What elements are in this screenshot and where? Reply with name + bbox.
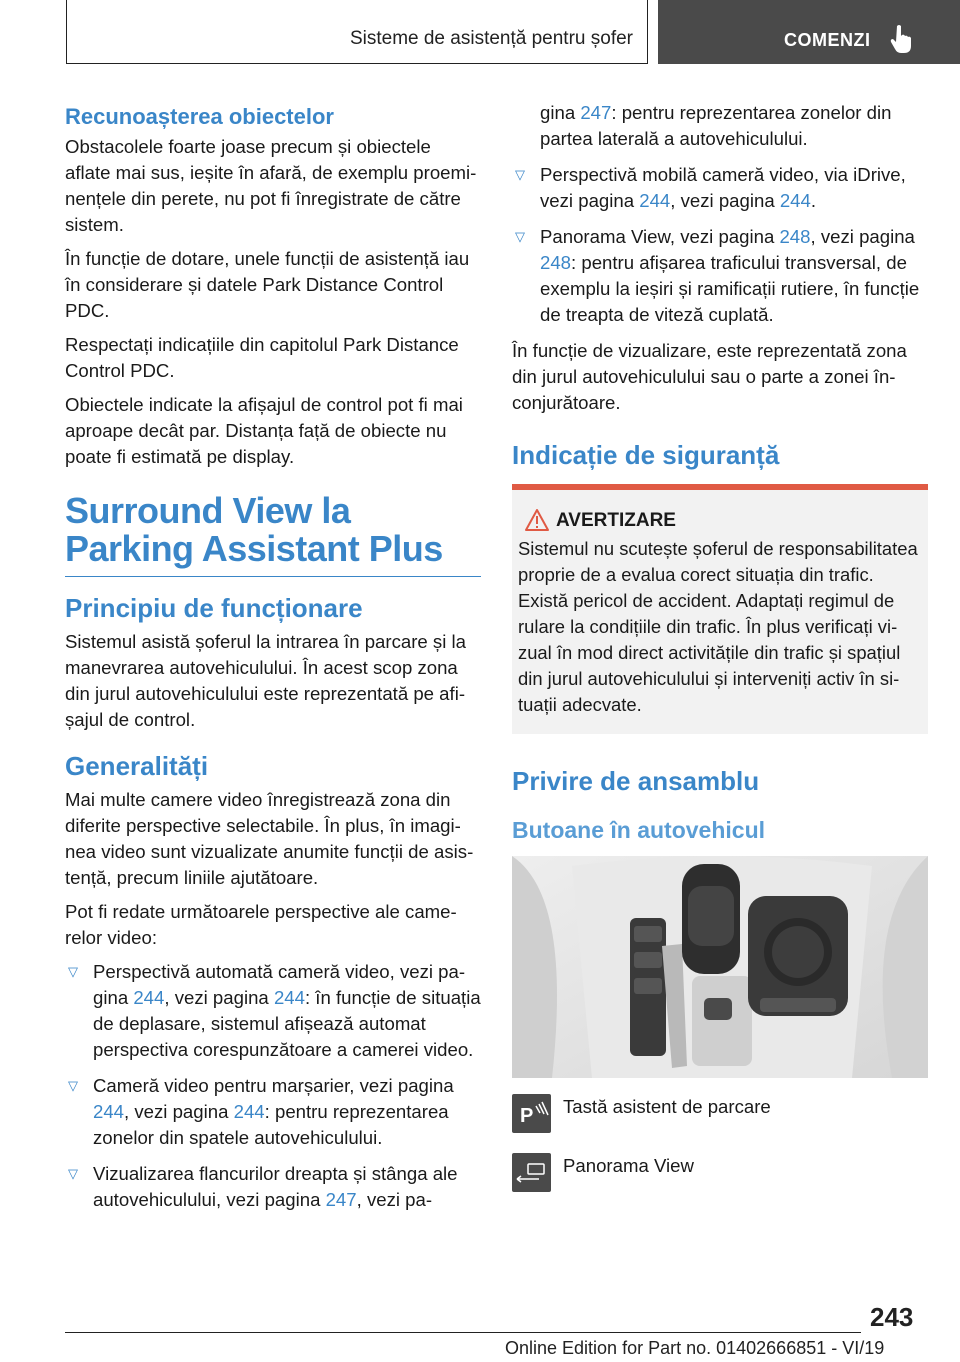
camera-perspectives-list (65, 959, 481, 1213)
header-tab[interactable] (658, 0, 960, 64)
list-item: ▽ Vizualizarea flancurilor dreapta și stânga ale autovehiculului, vezi pagina 247, vezi pa- (65, 1161, 481, 1213)
general-heading: Generalități (65, 751, 209, 781)
header-section-box (66, 0, 648, 64)
panorama-view-key-row (512, 1153, 928, 1192)
recognition-paragraph-2: În funcție de dotare, unele funcții de asistență iau în considerare și datele Park Distance Control PDC. (65, 248, 470, 321)
warning-text: Sistemul nu scutește șoferul de responsabilitatea proprie de a evalua corect situația din trafic. Există pericol de accident. Adaptați regimul de rulare la condițiile din trafic. În plus verificați vizual în mod direct activitățile din trafic și spațiul din jurul autovehiculului și interveniți activ în situații adecvate. (518, 538, 918, 715)
page-link[interactable]: 244 (779, 190, 811, 211)
footer-edition: Online Edition for Part no. 01402666851 - VI/19 (505, 1338, 885, 1358)
principle-heading: Principiu de funcționare (65, 593, 363, 623)
safety-heading: Indicație de siguranță (512, 440, 780, 470)
chapter-title: Surround View la Parking Assistant Plus (65, 490, 443, 569)
recognition-paragraph-3: Respectați indicațiile din capitolul Park Distance Control PDC. (65, 334, 459, 381)
list-item: ▽ Cameră video pentru marșarier, vezi pagina 244, vezi pagina 244: pentru reprezentarea zonelor din spatele autovehiculului. (65, 1073, 481, 1151)
warning-box (512, 490, 928, 734)
center-console-photo (512, 856, 928, 1078)
header-tab-label: COMENZI (784, 30, 871, 50)
recognition-paragraph-4: Obiectele indicate la afișajul de control pot fi mai aproape decât par. Distanța față de obiecte nu poate fi estimată pe display. (65, 394, 463, 467)
camera-perspectives-list-continued (512, 100, 928, 328)
warning-title: AVERTIZARE (556, 510, 922, 532)
header-section-title: Sisteme de asistență pentru șofer (349, 28, 633, 49)
warning-triangle-icon (524, 508, 550, 532)
footer-divider (65, 1332, 861, 1333)
recognition-paragraph-1: Obstacolele foarte joase precum și obiectele aflate mai sus, ieșite în afară, de exemplu proeminențele din perete, nu pot fi înregistrate de către sistem. (65, 136, 477, 235)
page-link[interactable]: 244 (273, 987, 305, 1008)
principle-paragraph: Sistemul asistă șoferul la intrarea în parcare și la manevrarea autovehiculului. În acest scop zona din jurul autovehiculului este reprezentată pe afișajul de control. (65, 631, 466, 730)
page-link[interactable]: 244 (639, 190, 671, 211)
list-item: gina 247: pentru reprezentarea zonelor din partea laterală a autovehiculului. (540, 102, 892, 149)
page-link[interactable]: 244 (233, 1101, 265, 1122)
list-item: ▽ Perspectivă automată cameră video, vezi pagina 244, vezi pagina 244: în funcție de situația de deplasare, sistemul afișează automat perspectiva corespunzătoare a camerei video. (65, 959, 481, 1063)
hand-pointer-icon (890, 24, 916, 54)
right-column (512, 100, 928, 1212)
page-link[interactable]: 248 (779, 226, 811, 247)
recognition-heading: Recunoașterea obiectelor (65, 104, 334, 129)
general-paragraph-2: Pot fi redate următoarele perspective ale camerelor video: (65, 901, 457, 948)
left-column (65, 100, 481, 1223)
list-item: ▽ Panorama View, vezi pagina 248, vezi pagina 248: pentru afișarea traficului transversal, de exemplu la ieșiri și ramificații rutiere, în funcție de treapta de viteză cuplată. (512, 224, 928, 328)
page-link[interactable]: 244 (93, 1101, 125, 1122)
svg-text:P: P (520, 1105, 534, 1127)
panorama-view-key-label: Panorama View (563, 1155, 694, 1176)
parking-assistant-key-icon[interactable] (512, 1094, 551, 1133)
page-link[interactable]: 248 (540, 252, 572, 273)
parking-assistant-key-label: Tastă asistent de parcare (563, 1096, 771, 1117)
page-number: 243 (870, 1302, 914, 1332)
overview-heading: Privire de ansamblu (512, 766, 760, 796)
view-paragraph: În funcție de vizualizare, este reprezentată zona din jurul autovehiculului sau o parte a zonei înconjurătoare. (512, 340, 907, 413)
list-item: ▽ Perspectivă mobilă cameră video, via iDrive, vezi pagina 244, vezi pagina 244. (512, 162, 928, 214)
page-link[interactable]: 247 (580, 102, 612, 123)
chapter-divider (65, 576, 481, 577)
general-paragraph-1: Mai multe camere video înregistrează zona din diferite perspective selectabile. În plus, în imaginea video sunt vizualizate anumite funcții de asistență, precum liniile ajutătoare. (65, 789, 474, 888)
parking-assistant-key-row (512, 1094, 928, 1133)
buttons-heading: Butoane în autovehicul (512, 817, 766, 843)
page-link[interactable]: 244 (133, 987, 165, 1008)
panorama-view-key-icon[interactable] (512, 1153, 551, 1192)
page-link[interactable]: 247 (325, 1189, 357, 1210)
